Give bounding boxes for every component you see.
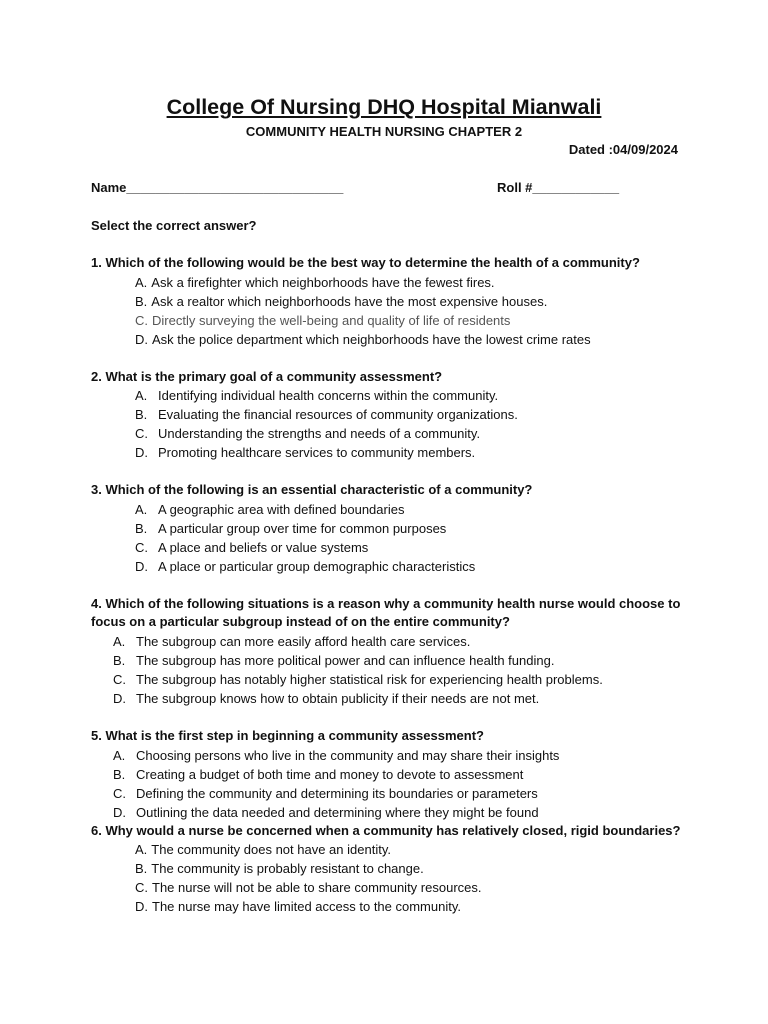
option-letter: C. — [135, 312, 148, 328]
option-b — [91, 519, 691, 538]
option-letter: D. — [135, 445, 148, 461]
option-text: The nurse may have limited access to the community. — [152, 899, 461, 915]
question-1 — [91, 254, 691, 349]
option-a — [91, 500, 691, 519]
question-text: 4. Which of the following situations is a reason why a community health nurse would choose to focus on a particular subgroup instead of on the entire community? — [91, 595, 681, 630]
option-text: Evaluating the financial resources of community organizations. — [158, 407, 518, 423]
option-d — [91, 557, 691, 576]
option-c — [91, 784, 691, 803]
option-text: A particular group over time for common purposes — [158, 520, 447, 536]
option-d — [91, 443, 691, 462]
option-text: Directly surveying the well-being and quality of life of residents — [152, 312, 511, 328]
option-text: Outlining the data needed and determining where they might be found — [136, 804, 539, 820]
option-list — [91, 632, 691, 708]
option-a — [91, 746, 691, 765]
option-letter: C. — [135, 426, 148, 442]
option-letter: B. — [135, 520, 148, 536]
option-letter: A. — [135, 274, 148, 290]
option-letter: A. — [135, 501, 148, 517]
option-text: The subgroup can more easily afford health care services. — [136, 633, 471, 649]
option-list — [91, 386, 691, 462]
option-b — [91, 765, 691, 784]
option-text: Ask a firefighter which neighborhoods have the fewest fires. — [151, 274, 495, 290]
question-list — [91, 254, 691, 916]
question-text: 2. What is the primary goal of a community assessment? — [91, 368, 443, 384]
option-b — [91, 292, 691, 311]
option-letter: A. — [113, 747, 126, 763]
option-d — [91, 330, 691, 349]
date-line: Dated :04/09/2024 — [568, 142, 678, 157]
option-c — [91, 424, 691, 443]
question-5 — [91, 727, 691, 822]
question-text: 1. Which of the following would be the best way to determine the health of a community? — [91, 255, 640, 270]
spacer — [91, 349, 691, 368]
option-d — [91, 689, 691, 708]
instruction-text: Select the correct answer? — [91, 218, 257, 233]
option-c — [91, 538, 691, 557]
question-4 — [91, 595, 691, 708]
question-text: 3. Which of the following is an essential characteristic of a community? — [91, 482, 533, 498]
option-text: A place or particular group demographic characteristics — [158, 558, 476, 574]
option-letter: A. — [113, 633, 126, 649]
option-text: Creating a budget of both time and money to devote to assessment — [136, 766, 524, 782]
spacer — [91, 708, 691, 727]
question-3 — [91, 481, 691, 576]
option-text: A geographic area with defined boundaries — [158, 501, 405, 517]
option-letter: C. — [135, 539, 148, 555]
option-a — [91, 386, 691, 405]
spacer — [91, 462, 691, 481]
option-text: Promoting healthcare services to community members. — [158, 445, 476, 461]
option-d — [91, 803, 691, 822]
option-text: Ask the police department which neighborhoods have the lowest crime rates — [152, 331, 591, 347]
option-text: Identifying individual health concerns within the community. — [158, 388, 499, 404]
option-a — [91, 840, 691, 859]
option-text: Understanding the strengths and needs of a community. — [158, 426, 481, 442]
question-text: 5. What is the first step in beginning a community assessment? — [91, 727, 484, 743]
option-text: The subgroup has notably higher statistical risk for experiencing health problems. — [136, 671, 603, 687]
option-list — [91, 840, 691, 916]
option-letter: D. — [135, 331, 148, 347]
option-letter: C. — [135, 880, 148, 896]
option-letter: A. — [135, 842, 148, 858]
option-list — [91, 500, 691, 576]
option-text: The community does not have an identity. — [151, 842, 391, 858]
option-text: The subgroup knows how to obtain publicity if their needs are not met. — [136, 690, 540, 706]
option-letter: D. — [113, 690, 126, 706]
option-list — [91, 273, 691, 349]
option-letter: B. — [113, 652, 126, 668]
option-b — [91, 651, 691, 670]
option-text: Defining the community and determining its boundaries or parameters — [136, 785, 538, 801]
page-subtitle: COMMUNITY HEALTH NURSING CHAPTER 2 — [245, 124, 523, 139]
option-text: The nurse will not be able to share community resources. — [152, 880, 482, 896]
option-c — [91, 878, 691, 897]
option-letter: C. — [113, 785, 126, 801]
option-text: Choosing persons who live in the community and may share their insights — [136, 747, 560, 763]
option-list — [91, 746, 691, 822]
option-c — [91, 311, 691, 330]
option-letter: B. — [135, 293, 148, 309]
option-text: The community is probably resistant to change. — [151, 861, 424, 877]
option-c — [91, 670, 691, 689]
option-a — [91, 632, 691, 651]
page-title: College Of Nursing DHQ Hospital Mianwali — [166, 95, 602, 119]
option-text: A place and beliefs or value systems — [158, 539, 369, 555]
option-letter: C. — [113, 671, 126, 687]
option-b — [91, 859, 691, 878]
option-letter: B. — [135, 861, 148, 877]
option-text: Ask a realtor which neighborhoods have the most expensive houses. — [151, 293, 548, 309]
option-d — [91, 897, 691, 916]
name-field: Name______________________________ — [91, 180, 344, 195]
option-letter: D. — [113, 804, 126, 820]
option-letter: A. — [135, 388, 148, 404]
spacer — [91, 576, 691, 595]
option-b — [91, 405, 691, 424]
roll-number-field: Roll #____________ — [497, 180, 620, 195]
option-letter: B. — [113, 766, 126, 782]
question-2 — [91, 368, 691, 463]
question-text: 6. Why would a nurse be concerned when a community has relatively closed, rigid boundaries? — [91, 822, 681, 838]
option-letter: D. — [135, 558, 148, 574]
option-letter: D. — [135, 899, 148, 915]
option-a — [91, 273, 691, 292]
question-6 — [91, 822, 691, 917]
option-text: The subgroup has more political power and can influence health funding. — [136, 652, 555, 668]
option-letter: B. — [135, 407, 148, 423]
